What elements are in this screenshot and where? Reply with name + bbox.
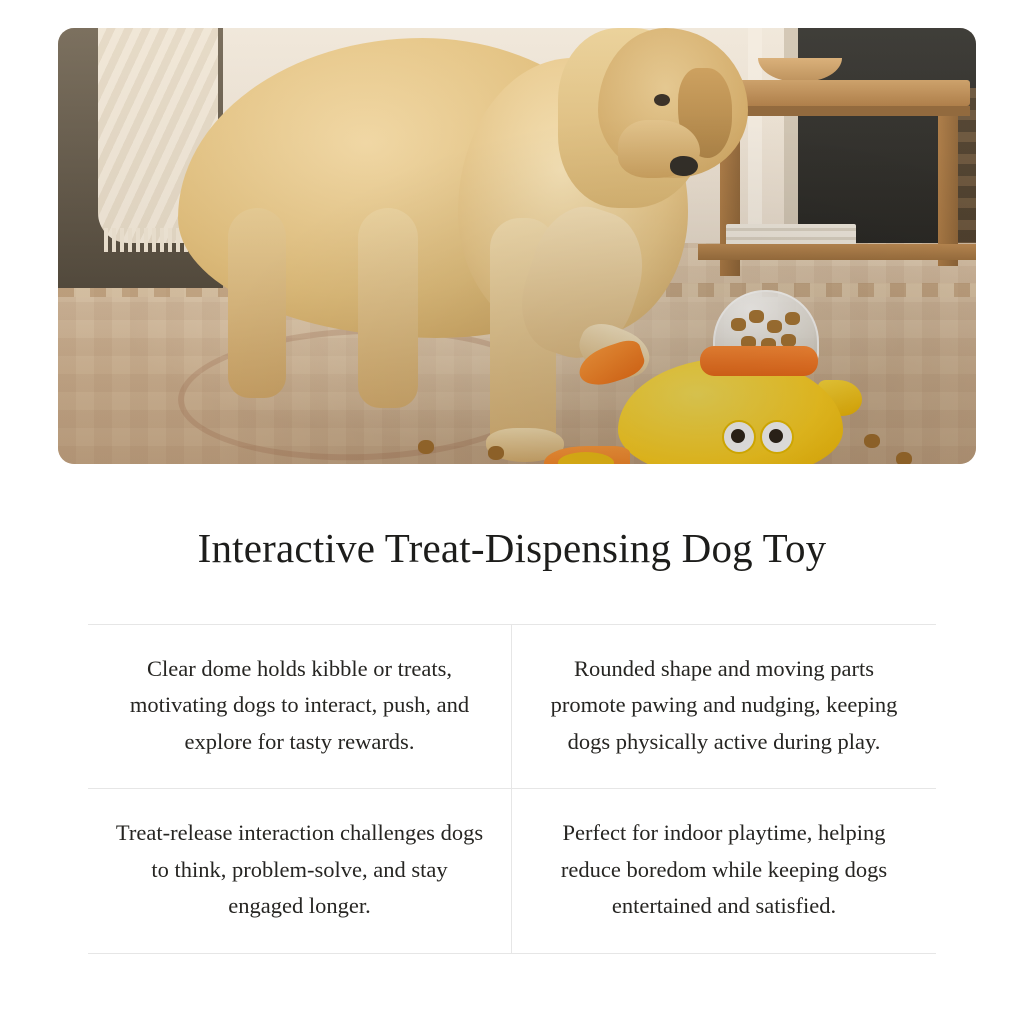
toy-pupil — [769, 429, 783, 443]
hero-scene — [58, 28, 976, 464]
floor-kibble — [864, 434, 880, 448]
feature-grid — [88, 624, 936, 954]
hero-image — [58, 28, 976, 464]
dog-eye — [654, 94, 670, 106]
dog-hind-leg-near — [358, 208, 418, 408]
kibble-piece — [731, 318, 746, 331]
page-title: Interactive Treat-Dispensing Dog Toy — [197, 525, 827, 571]
toy-eye-right — [760, 420, 794, 454]
dog-hind-leg-far — [228, 208, 286, 398]
kibble-piece — [767, 320, 782, 333]
feature-cell-4: Perfect for indoor playtime, helping reduce boredom while keeping dogs entertained and satisfied. — [512, 789, 936, 953]
dog-nose — [670, 156, 698, 176]
kibble-piece — [749, 310, 764, 323]
toy-collar-ring — [700, 346, 818, 376]
feature-cell-1: Clear dome holds kibble or treats, motivating dogs to interact, push, and explore for tasty rewards. — [88, 625, 512, 789]
feature-cell-3: Treat-release interaction challenges dogs to think, problem-solve, and stay engaged longer. — [88, 789, 512, 953]
kibble-piece — [785, 312, 800, 325]
feature-cell-2: Rounded shape and moving parts promote pawing and nudging, keeping dogs physically active during play. — [512, 625, 936, 789]
floor-kibble — [418, 440, 434, 454]
coffee-table-shelf — [698, 244, 976, 260]
floor-kibble — [488, 446, 504, 460]
floor-kibble — [896, 452, 912, 464]
toy-pupil — [731, 429, 745, 443]
stacked-books — [726, 224, 856, 246]
toy-eye-left — [722, 420, 756, 454]
